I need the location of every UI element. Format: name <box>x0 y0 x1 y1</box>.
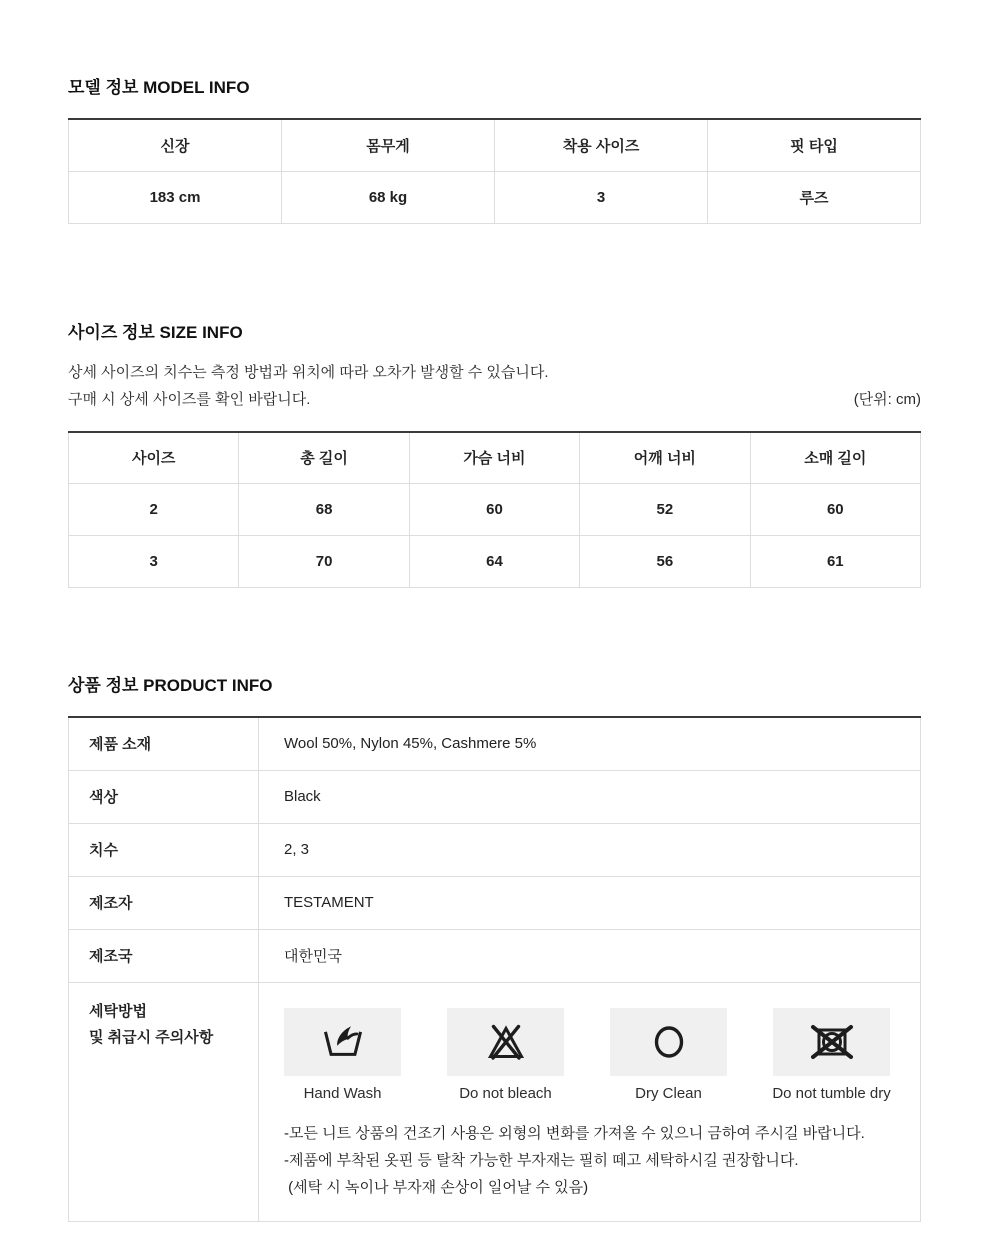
table-row <box>69 823 921 876</box>
size-info-description-row <box>68 359 921 413</box>
table-row <box>69 929 921 982</box>
size-cell: 56 <box>580 536 750 588</box>
product-value-color: Black <box>259 770 921 823</box>
product-value-sizes: 2, 3 <box>259 823 921 876</box>
do-not-tumble-dry-icon <box>773 1008 890 1076</box>
size-cell: 61 <box>750 536 920 588</box>
model-header-worn-size: 착용 사이즈 <box>495 119 708 171</box>
product-label-color: 색상 <box>69 770 259 823</box>
care-icons-row <box>284 1008 920 1102</box>
model-header-weight: 몸무게 <box>282 119 495 171</box>
product-value-manufacturer: TESTAMENT <box>259 876 921 929</box>
product-info-section <box>68 676 921 1222</box>
care-icon-label: Do not tumble dry <box>772 1084 891 1102</box>
care-item-do-not-tumble-dry <box>773 1008 890 1102</box>
size-cell: 52 <box>580 484 750 536</box>
table-row <box>69 536 921 588</box>
care-icon-label: Hand Wash <box>303 1084 382 1102</box>
product-info-title: 상품 정보 PRODUCT INFO <box>68 676 273 695</box>
care-item-do-not-bleach <box>447 1008 564 1102</box>
model-value-height: 183 cm <box>69 171 282 223</box>
size-cell: 68 <box>239 484 409 536</box>
table-row <box>69 876 921 929</box>
table-row <box>69 770 921 823</box>
model-info-table <box>68 118 921 224</box>
product-label-material: 제품 소재 <box>69 717 259 770</box>
content-column <box>68 0 921 1222</box>
size-cell: 60 <box>409 484 579 536</box>
size-info-description-line1: 상세 사이즈의 치수는 측정 방법과 위치에 따라 오차가 발생할 수 있습니다. <box>68 363 549 381</box>
care-notes <box>284 1120 920 1201</box>
product-label-sizes: 치수 <box>69 823 259 876</box>
care-label-line1: 세탁방법 <box>89 1002 147 1020</box>
dry-clean-icon <box>610 1008 727 1076</box>
size-info-section <box>68 323 921 589</box>
table-header-row <box>69 119 921 171</box>
care-item-hand-wash <box>284 1008 401 1102</box>
size-unit-label: (단위: cm) <box>853 390 921 408</box>
care-note-line: -모든 니트 상품의 건조기 사용은 외형의 변화를 가져올 수 있으니 금하여 주시길 바랍니다. <box>284 1124 865 1142</box>
care-note-line: -제품에 부착된 옷핀 등 탈착 가능한 부자재는 필히 떼고 세탁하시길 권장합니다. <box>284 1151 799 1169</box>
size-cell: 3 <box>69 536 239 588</box>
size-header-total-length: 총 길이 <box>239 432 409 484</box>
product-value-material: Wool 50%, Nylon 45%, Cashmere 5% <box>259 717 921 770</box>
model-info-title: 모델 정보 MODEL INFO <box>68 78 250 97</box>
size-header-shoulder-width: 어깨 너비 <box>580 432 750 484</box>
care-note-line: (세탁 시 녹이나 부자재 손상이 일어날 수 있음) <box>284 1178 589 1196</box>
care-instructions-cell <box>259 982 921 1221</box>
size-info-title: 사이즈 정보 SIZE INFO <box>68 322 243 342</box>
table-row <box>69 171 921 223</box>
size-header-sleeve-length: 소매 길이 <box>750 432 920 484</box>
size-cell: 70 <box>239 536 409 588</box>
model-info-section <box>68 0 921 224</box>
product-info-table <box>68 716 921 1222</box>
model-header-fit-type: 핏 타입 <box>708 119 921 171</box>
care-icon-label: Dry Clean <box>635 1084 702 1102</box>
table-row <box>69 717 921 770</box>
product-label-manufacturer: 제조자 <box>69 876 259 929</box>
model-value-fit-type: 루즈 <box>708 171 921 223</box>
care-icon-label: Do not bleach <box>459 1084 552 1102</box>
model-value-weight: 68 kg <box>282 171 495 223</box>
model-value-worn-size: 3 <box>495 171 708 223</box>
product-label-country: 제조국 <box>69 929 259 982</box>
size-cell: 64 <box>409 536 579 588</box>
table-row <box>69 484 921 536</box>
size-info-description-line2: 구매 시 상세 사이즈를 확인 바랍니다. <box>68 390 311 408</box>
size-header-size: 사이즈 <box>69 432 239 484</box>
table-header-row <box>69 432 921 484</box>
size-cell: 2 <box>69 484 239 536</box>
care-item-dry-clean <box>610 1008 727 1102</box>
model-header-height: 신장 <box>69 119 282 171</box>
do-not-bleach-icon <box>447 1008 564 1076</box>
care-label-line2: 및 취급시 주의사항 <box>89 1028 214 1046</box>
care-row <box>69 982 921 1221</box>
product-value-country: 대한민국 <box>259 929 921 982</box>
hand-wash-icon <box>284 1008 401 1076</box>
size-header-chest-width: 가슴 너비 <box>409 432 579 484</box>
care-method-label <box>69 982 259 1221</box>
size-cell: 60 <box>750 484 920 536</box>
size-info-table <box>68 431 921 589</box>
size-info-description <box>68 359 549 413</box>
